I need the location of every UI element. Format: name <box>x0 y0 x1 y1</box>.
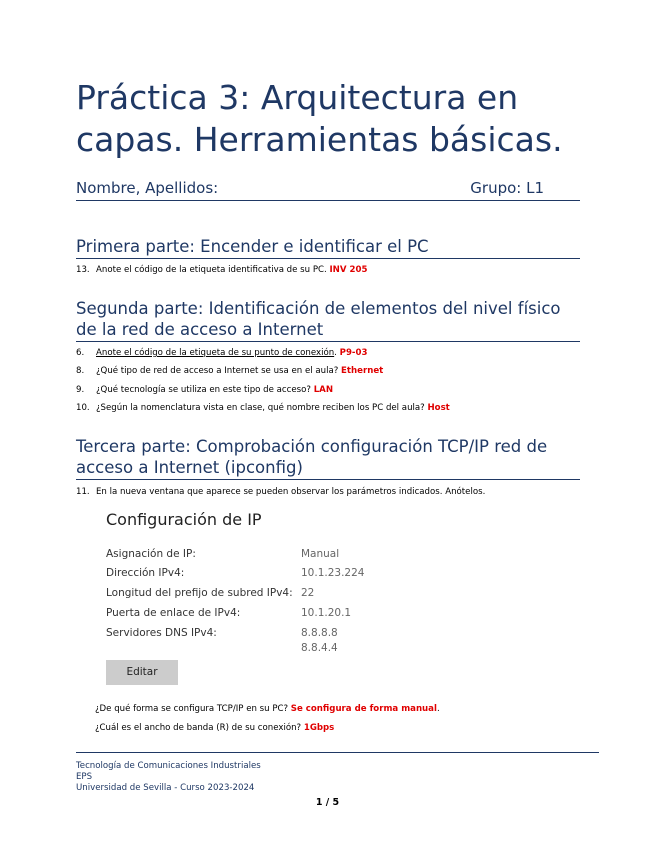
student-info-row <box>76 178 580 201</box>
question-11 <box>76 486 485 498</box>
ip-config-value: Manual <box>301 548 340 560</box>
question-text: ¿Cuál es el ancho de banda (R) de su conexión? <box>95 723 302 733</box>
question-config-method <box>95 703 440 715</box>
footer-university: Universidad de Sevilla - Curso 2023-2024 <box>76 783 255 793</box>
question-text: ¿De qué forma se configura TCP/IP en su PC? <box>95 704 289 714</box>
ip-config-key: Servidores DNS IPv4: <box>106 627 217 639</box>
question-text: ¿Qué tecnología se utiliza en este tipo de acceso? <box>96 385 311 395</box>
question-13 <box>76 264 367 276</box>
question-separator: . <box>334 348 337 358</box>
ip-config-key: Puerta de enlace de IPv4: <box>106 607 241 619</box>
ip-config-value: 8.8.8.8 <box>301 627 338 639</box>
question-number: 8. <box>76 366 85 376</box>
ip-config-key: Dirección IPv4: <box>106 567 185 579</box>
ip-config-value: 22 <box>301 587 315 599</box>
footer <box>76 761 261 794</box>
footer-divider <box>76 752 599 753</box>
ip-config-value: 10.1.23.224 <box>301 567 365 579</box>
question-text: ¿Qué tipo de red de acceso a Internet se usa en el aula? <box>96 366 339 376</box>
question-8 <box>76 365 383 377</box>
question-bandwidth <box>95 722 334 734</box>
group-label: Grupo: L1 <box>470 179 544 197</box>
answer: Se configura de forma manual <box>290 704 437 714</box>
question-number: 9. <box>76 385 85 395</box>
question-10 <box>76 402 450 414</box>
footer-course: Tecnología de Comunicaciones Industriales <box>76 761 261 771</box>
ip-config-value: 8.8.4.4 <box>301 642 338 654</box>
ip-config-key: Longitud del prefijo de subred IPv4: <box>106 587 293 599</box>
section2-heading: Segunda parte: Identificación de elementos del nivel físico de la red de acceso a Internet <box>76 298 580 342</box>
question-number: 6. <box>76 348 85 358</box>
ip-config-heading: Configuración de IP <box>106 510 262 529</box>
question-text: En la nueva ventana que aparece se pueden observar los parámetros indicados. Anótelos. <box>96 487 486 497</box>
question-number: 13. <box>76 265 90 275</box>
answer: 1Gbps <box>303 723 335 733</box>
question-9 <box>76 384 333 396</box>
question-tail: . <box>436 704 440 714</box>
answer: Host <box>427 403 450 413</box>
edit-button: Editar <box>106 660 178 685</box>
question-number: 11. <box>76 487 90 497</box>
question-text: Anote el código de la etiqueta de su punto de conexión <box>96 348 335 358</box>
ip-config-value: 10.1.20.1 <box>301 607 352 619</box>
ip-configuration-screenshot <box>106 510 406 690</box>
question-text: Anote el código de la etiqueta identificativa de su PC. <box>96 265 327 275</box>
answer: Ethernet <box>341 366 384 376</box>
section1-heading: Primera parte: Encender e identificar el PC <box>76 236 580 259</box>
section3-heading: Tercera parte: Comprobación configuración TCP/IP red de acceso a Internet (ipconfig) <box>76 436 580 480</box>
question-text: ¿Según la nomenclatura vista en clase, qué nombre reciben los PC del aula? <box>96 403 425 413</box>
answer: INV 205 <box>329 265 368 275</box>
page-title: Práctica 3: Arquitectura en capas. Herramientas básicas. <box>76 78 563 159</box>
question-6 <box>76 347 367 359</box>
footer-school: EPS <box>76 772 93 782</box>
page-number: 1 / 5 <box>315 797 340 808</box>
name-label: Nombre, Apellidos: <box>76 179 219 197</box>
question-number: 10. <box>76 403 90 413</box>
ip-config-key: Asignación de IP: <box>106 548 196 560</box>
answer: P9-03 <box>339 348 368 358</box>
answer: LAN <box>313 385 334 395</box>
